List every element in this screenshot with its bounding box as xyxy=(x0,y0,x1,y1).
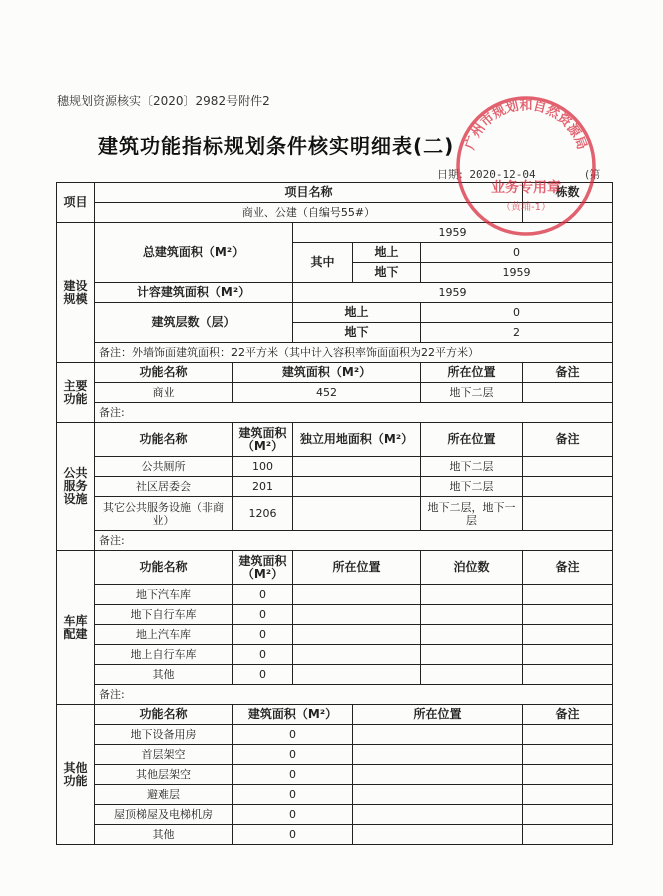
project-name-value: 商业、公建（自编号55#） xyxy=(95,203,523,223)
garage-row-name: 地下汽车库 xyxy=(95,585,233,605)
page-number-prefix: (第 xyxy=(585,168,601,181)
other-row-location xyxy=(353,825,523,845)
other-row-remark xyxy=(523,825,613,845)
other-row-location xyxy=(353,785,523,805)
other-row-name: 避难层 xyxy=(95,785,233,805)
public-row-name: 其它公共服务设施（非商业） xyxy=(95,497,233,531)
garage-row-area: 0 xyxy=(233,645,293,665)
date-label: 日期: xyxy=(437,168,463,181)
garage-row-spaces xyxy=(421,625,523,645)
section-garage: 车库配建 xyxy=(57,551,95,705)
total-below-label: 地下 xyxy=(353,263,421,283)
garage-row-name: 其他 xyxy=(95,665,233,685)
other-row-remark xyxy=(523,785,613,805)
garage-note: 备注: xyxy=(95,685,613,705)
garage-row-area: 0 xyxy=(233,625,293,645)
other-row-remark xyxy=(523,745,613,765)
document-date xyxy=(437,166,536,182)
public-row-location: 地下二层 xyxy=(421,457,523,477)
other-header-location: 所在位置 xyxy=(353,705,523,725)
public-row-area: 1206 xyxy=(233,497,293,531)
other-row-location xyxy=(353,725,523,745)
garage-header-remark: 备注 xyxy=(523,551,613,585)
garage-row-spaces xyxy=(421,665,523,685)
public-row-name: 公共厕所 xyxy=(95,457,233,477)
public-row-name: 社区居委会 xyxy=(95,477,233,497)
garage-row-area: 0 xyxy=(233,665,293,685)
public-row-location: 地下二层，地下一层 xyxy=(421,497,523,531)
garage-header-area: 建筑面积（M²） xyxy=(233,551,293,585)
public-header-area: 建筑面积（M²） xyxy=(233,423,293,457)
main-header-remark: 备注 xyxy=(523,363,613,383)
project-count-value xyxy=(523,203,613,223)
other-header-name: 功能名称 xyxy=(95,705,233,725)
other-header-remark: 备注 xyxy=(523,705,613,725)
garage-row-spaces xyxy=(421,645,523,665)
document-reference: 穗规划资源核实〔2020〕2982号附件2 xyxy=(57,94,270,108)
main-header-location: 所在位置 xyxy=(421,363,523,383)
garage-row-remark xyxy=(523,645,613,665)
garage-header-name: 功能名称 xyxy=(95,551,233,585)
public-row-land xyxy=(293,497,421,531)
other-row-location xyxy=(353,805,523,825)
other-row-area: 0 xyxy=(233,825,353,845)
far-area-label: 计容建筑面积（M²） xyxy=(95,283,293,303)
garage-row-spaces xyxy=(421,585,523,605)
public-row-land xyxy=(293,477,421,497)
public-row-area: 100 xyxy=(233,457,293,477)
seal-bottom-text: （黄埔-1） xyxy=(501,202,551,213)
garage-row-location xyxy=(293,645,421,665)
public-row-remark xyxy=(523,457,613,477)
floors-above-value: 0 xyxy=(421,303,613,323)
other-row-remark xyxy=(523,805,613,825)
main-row-name: 商业 xyxy=(95,383,233,403)
other-row-name: 其他 xyxy=(95,825,233,845)
garage-header-spaces: 泊位数 xyxy=(421,551,523,585)
total-above-label: 地上 xyxy=(353,243,421,263)
main-note: 备注: xyxy=(95,403,613,423)
other-row-area: 0 xyxy=(233,805,353,825)
floors-below-label: 地下 xyxy=(293,323,421,343)
garage-row-remark xyxy=(523,665,613,685)
other-row-area: 0 xyxy=(233,765,353,785)
public-header-name: 功能名称 xyxy=(95,423,233,457)
garage-row-spaces xyxy=(421,605,523,625)
main-row-area: 452 xyxy=(233,383,421,403)
project-count-header: 栋数 xyxy=(523,183,613,203)
other-row-location xyxy=(353,765,523,785)
project-name-header: 项目名称 xyxy=(95,183,523,203)
public-header-land: 独立用地面积（M²） xyxy=(293,423,421,457)
garage-row-remark xyxy=(523,585,613,605)
floors-label: 建筑层数（层） xyxy=(95,303,293,343)
public-row-remark xyxy=(523,497,613,531)
main-header-area: 建筑面积（M²） xyxy=(233,363,421,383)
scale-note: 备注：外墙饰面建筑面积：22平方米（其中计入容积率饰面面积为22平方米） xyxy=(95,343,613,363)
garage-row-location xyxy=(293,605,421,625)
section-public-services: 公共服务设施 xyxy=(57,423,95,551)
other-row-area: 0 xyxy=(233,745,353,765)
other-header-area: 建筑面积（M²） xyxy=(233,705,353,725)
public-header-remark: 备注 xyxy=(523,423,613,457)
far-area-value: 1959 xyxy=(293,283,613,303)
main-header-name: 功能名称 xyxy=(95,363,233,383)
public-row-area: 201 xyxy=(233,477,293,497)
section-scale: 建设规模 xyxy=(57,223,95,363)
public-row-location: 地下二层 xyxy=(421,477,523,497)
garage-row-remark xyxy=(523,625,613,645)
other-row-name: 首层架空 xyxy=(95,745,233,765)
floors-below-value: 2 xyxy=(421,323,613,343)
page-title: 建筑功能指标规划条件核实明细表(二) xyxy=(98,134,455,158)
floors-above-label: 地上 xyxy=(293,303,421,323)
section-project: 项目 xyxy=(57,183,95,223)
garage-row-location xyxy=(293,665,421,685)
total-area-label: 总建筑面积（M²） xyxy=(95,223,293,283)
garage-row-remark xyxy=(523,605,613,625)
section-other-functions: 其他功能 xyxy=(57,705,95,845)
other-row-remark xyxy=(523,725,613,745)
date-value: 2020-12-04 xyxy=(469,168,536,181)
total-above-value: 0 xyxy=(421,243,613,263)
garage-header-location: 所在位置 xyxy=(293,551,421,585)
garage-row-area: 0 xyxy=(233,605,293,625)
total-area-value: 1959 xyxy=(293,223,613,243)
indicator-table xyxy=(56,182,613,845)
garage-row-name: 地上自行车库 xyxy=(95,645,233,665)
main-row-remark xyxy=(523,383,613,403)
other-row-remark xyxy=(523,765,613,785)
of-which-label: 其中 xyxy=(293,243,353,283)
other-row-location xyxy=(353,745,523,765)
garage-row-location xyxy=(293,625,421,645)
seal-arc-text: 广州市规划和自然资源局 xyxy=(462,98,590,152)
public-row-land xyxy=(293,457,421,477)
public-note: 备注: xyxy=(95,531,613,551)
garage-row-location xyxy=(293,585,421,605)
other-row-area: 0 xyxy=(233,785,353,805)
other-row-area: 0 xyxy=(233,725,353,745)
main-row-location: 地下二层 xyxy=(421,383,523,403)
garage-row-name: 地下自行车库 xyxy=(95,605,233,625)
other-row-name: 地下设备用房 xyxy=(95,725,233,745)
total-below-value: 1959 xyxy=(421,263,613,283)
section-main-function: 主要功能 xyxy=(57,363,95,423)
garage-row-area: 0 xyxy=(233,585,293,605)
seal-center-text: 业务专用章 xyxy=(491,180,561,196)
other-row-name: 其他层架空 xyxy=(95,765,233,785)
public-header-location: 所在位置 xyxy=(421,423,523,457)
public-row-remark xyxy=(523,477,613,497)
garage-row-name: 地上汽车库 xyxy=(95,625,233,645)
other-row-name: 屋顶梯屋及电梯机房 xyxy=(95,805,233,825)
